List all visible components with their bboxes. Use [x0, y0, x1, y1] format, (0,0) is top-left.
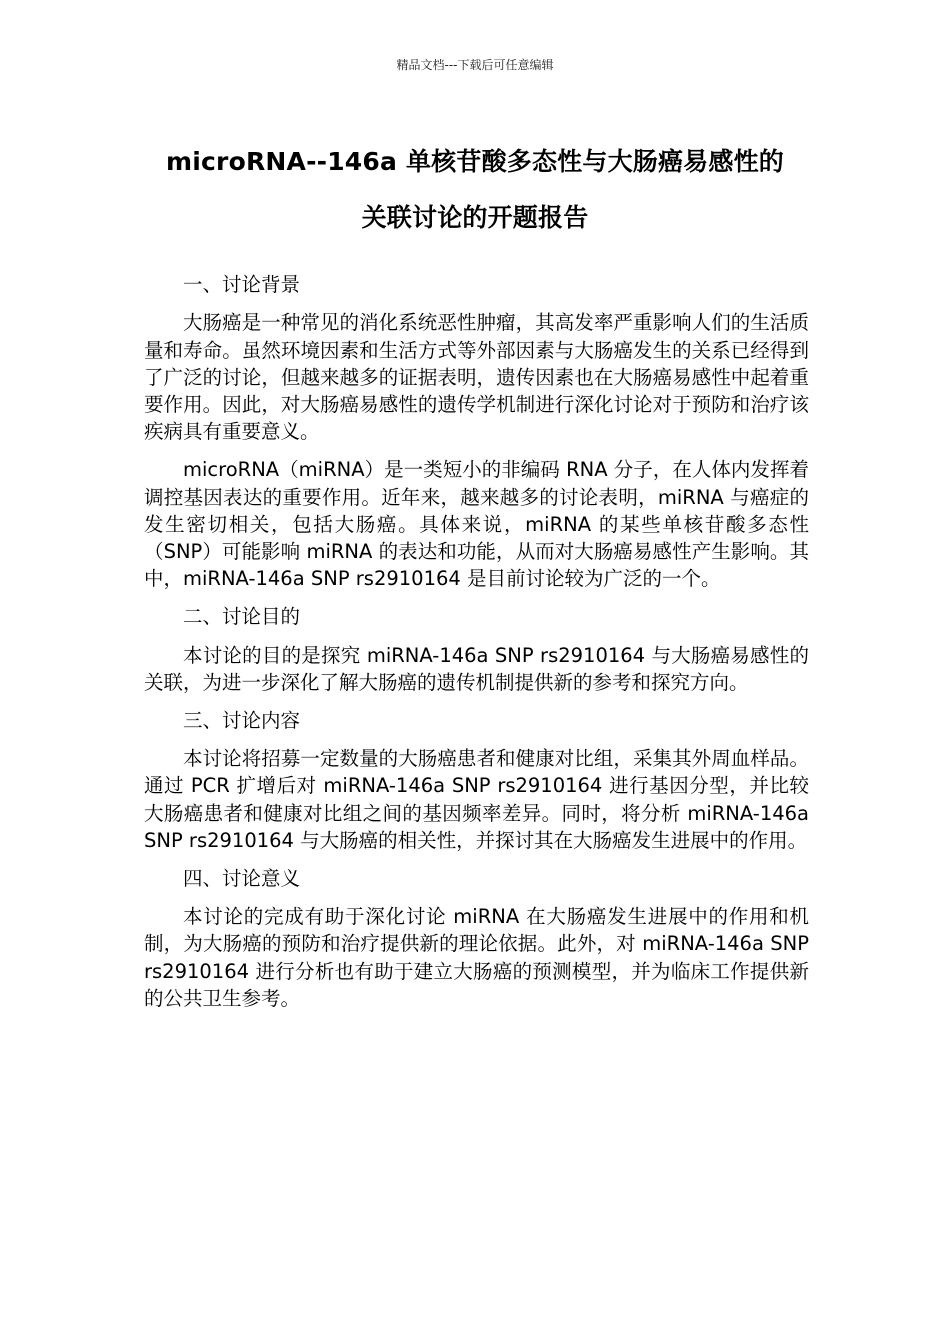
- paragraph-content: 本讨论将招募一定数量的大肠癌患者和健康对比组，采集其外周血样品。通过 PCR 扩增后对 miRNA-146a SNP rs2910164 进行基因分型，并比较大肠癌患者和健康对比组之间的基因频率差异。同时，将分析 miRNA-146a SNP rs2910164 与大肠癌的相关性，并探讨其在大肠癌发生进展中的作用。: [144, 746, 809, 852]
- document-body: [144, 271, 809, 1023]
- section-heading-content: 三、讨论内容: [183, 708, 301, 732]
- paragraph-background-2: microRNA（miRNA）是一类短小的非编码 RNA 分子，在人体内发挥着调控基因表达的重要作用。近年来，越来越多的讨论表明，miRNA 与癌症的发生密切相关，包括大肠癌。具体来说，miRNA 的某些单核苷酸多态性（SNP）可能影响 miRNA 的表达和功能，从而对大肠癌易感性产生影响。其中，miRNA-146a SNP rs2910164 是目前讨论较为广泛的一个。: [144, 458, 809, 591]
- title-line-1: microRNA--146a 单核苷酸多态性与大肠癌易感性的: [166, 147, 784, 176]
- section-heading-background: 一、讨论背景: [183, 273, 301, 296]
- paragraph-significance: 本讨论的完成有助于深化讨论 miRNA 在大肠癌发生进展中的作用和机制，为大肠癌的预防和治疗提供新的理论依据。此外，对 miRNA-146a SNP rs2910164 进行分析也有助于建立大肠癌的预测模型，并为临床工作提供新的公共卫生参考。: [144, 904, 809, 1010]
- title-line-2: 关联讨论的开题报告: [361, 203, 589, 232]
- section-heading-significance: 四、讨论意义: [183, 866, 301, 890]
- header-note: 精品文档---下载后可任意编辑: [396, 58, 554, 72]
- paragraph-background-1: 大肠癌是一种常见的消化系统恶性肿瘤，其高发率严重影响人们的生活质量和寿命。虽然环境因素和生活方式等外部因素与大肠癌发生的关系已经得到了广泛的讨论，但越来越多的证据表明，遗传因素也在大肠癌易感性中起着重要作用。因此，对大肠癌易感性的遗传学机制进行深化讨论对于预防和治疗该疾病具有重要意义。: [144, 311, 809, 444]
- section-heading-purpose: 二、讨论目的: [183, 605, 301, 629]
- paragraph-purpose: 本讨论的目的是探究 miRNA-146a SNP rs2910164 与大肠癌易感性的关联，为进一步深化了解大肠癌的遗传机制提供新的参考和探究方向。: [144, 643, 809, 694]
- document-title: [100, 134, 850, 246]
